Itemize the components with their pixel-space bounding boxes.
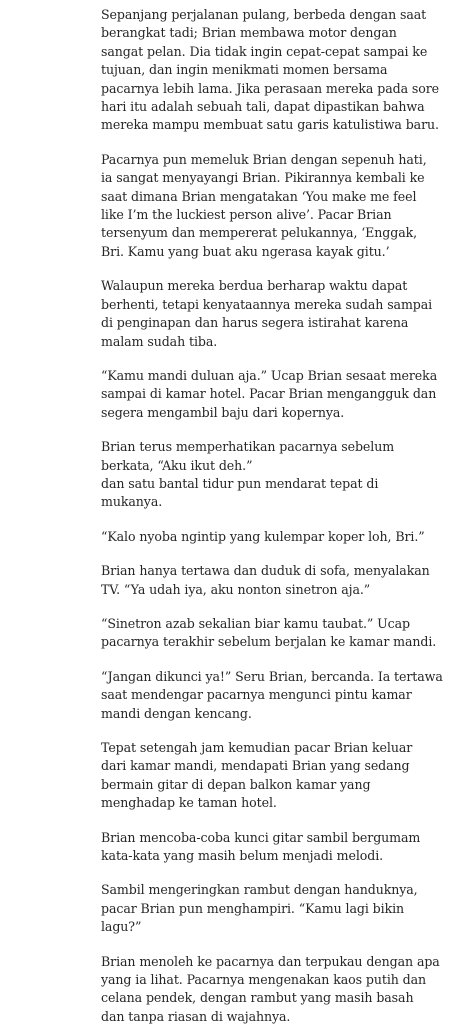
- text-line: berkata, “Aku ikut deh.”: [101, 457, 253, 473]
- text-line: lagu?”: [101, 919, 142, 935]
- text-line: “Kalo nyoba ngintip yang kulempar koper loh, Bri.”: [101, 528, 425, 544]
- text-line: berangkat tadi; Brian membawa motor dengan: [101, 25, 397, 41]
- text-line: tujuan, dan ingin menikmati momen bersama: [101, 62, 388, 78]
- text-line: sangat pelan. Dia tidak ingin cepat-cepat sampai ke: [101, 43, 428, 59]
- text-line: malam sudah tiba.: [101, 333, 218, 349]
- text-line: Brian hanya tertawa dan duduk di sofa, menyalakan: [101, 563, 430, 579]
- text-line: saat mendengar pacarnya mengunci pintu kamar: [101, 687, 412, 703]
- paragraph: [101, 668, 443, 723]
- text-line: mereka mampu membuat satu garis katulistiwa baru.: [101, 117, 439, 133]
- text-line: pacarnya terakhir sebelum berjalan ke kamar mandi.: [101, 634, 437, 650]
- text-line: ia sangat menyayangi Brian. Pikirannya kembali ke: [101, 170, 425, 186]
- text-line: Bri. Kamu yang buat aku ngerasa kayak gitu.’: [101, 243, 390, 259]
- paragraph: [101, 881, 418, 936]
- text-line: “Kamu mandi duluan aja.” Ucap Brian sesaat mereka: [101, 367, 438, 383]
- text-line: menghadap ke taman hotel.: [101, 795, 277, 811]
- text-line: Brian terus memperhatikan pacarnya sebelum: [101, 439, 395, 455]
- text-line: Tepat setengah jam kemudian pacar Brian keluar: [101, 740, 413, 755]
- text-line: di penginapan dan harus segera istirahat karena: [101, 315, 409, 331]
- text-line: dan satu bantal tidur pun mendarat tepat di: [101, 475, 379, 491]
- paragraph: [101, 829, 421, 866]
- paragraph: [101, 151, 427, 261]
- text-line: “Sinetron azab sekalian biar kamu taubat.” Ucap: [101, 615, 410, 631]
- paragraph: [101, 6, 439, 135]
- paragraph: [101, 438, 394, 512]
- text-line: Walaupun mereka berdua berharap waktu dapat: [101, 278, 408, 294]
- text-line: sampai di kamar hotel. Pacar Brian mengangguk dan: [101, 386, 437, 402]
- text-line: yang ia lihat. Pacarnya mengenakan kaos putih dan: [101, 972, 427, 988]
- text-line: saat dimana Brian mengatakan ‘You make me feel: [101, 188, 417, 204]
- text-line: segera mengambil baju dari kopernya.: [101, 404, 345, 420]
- text-line: dan tanpa riasan di wajahnya.: [101, 1008, 291, 1024]
- text-line: dari kamar mandi, mendapati Brian yang sedang: [101, 758, 410, 774]
- text-line: Brian mencoba-coba kunci gitar sambil bergumam: [101, 829, 421, 845]
- text-line: tersenyum dan mempererat pelukannya, ‘Enggak,: [101, 225, 418, 241]
- text-line: bermain gitar di depan balkon kamar yang: [101, 776, 371, 792]
- paragraph: [101, 953, 440, 1026]
- text-line: Sepanjang perjalanan pulang, berbeda dengan saat: [101, 7, 427, 22]
- text-line: mandi dengan kencang.: [101, 705, 252, 721]
- paragraph: [101, 562, 430, 599]
- paragraph: [101, 367, 438, 422]
- text-line: berhenti, tetapi kenyataannya mereka sudah sampai: [101, 296, 433, 312]
- text-line: pacar Brian pun menghampiri. “Kamu lagi bikin: [101, 900, 405, 916]
- text-line: kata-kata yang masih belum menjadi melodi.: [101, 848, 384, 864]
- paragraph: [101, 615, 437, 652]
- text-line: hari itu adalah sebuah tali, dapat dipastikan bahwa: [101, 99, 425, 115]
- paragraph: [101, 277, 433, 351]
- text-line: TV. “Ya udah iya, aku nonton sinetron aja.”: [101, 581, 371, 597]
- paragraph: [101, 528, 425, 546]
- text-line: Brian menoleh ke pacarnya dan terpukau dengan apa: [101, 953, 440, 969]
- text-line: mukanya.: [101, 494, 163, 510]
- text-line: like I’m the luckiest person alive’. Pacar Brian: [101, 207, 392, 223]
- text-line: pacarnya lebih lama. Jika perasaan mereka pada sore: [101, 80, 439, 96]
- text-line: Sambil mengeringkan rambut dengan handuknya,: [101, 882, 418, 898]
- text-line: “Jangan dikunci ya!” Seru Brian, bercanda. Ia tertawa: [101, 668, 443, 684]
- text-line: Pacarnya pun memeluk Brian dengan sepenuh hati,: [101, 151, 427, 167]
- text-line: celana pendek, dengan rambut yang masih basah: [101, 990, 414, 1006]
- paragraph: [101, 739, 413, 813]
